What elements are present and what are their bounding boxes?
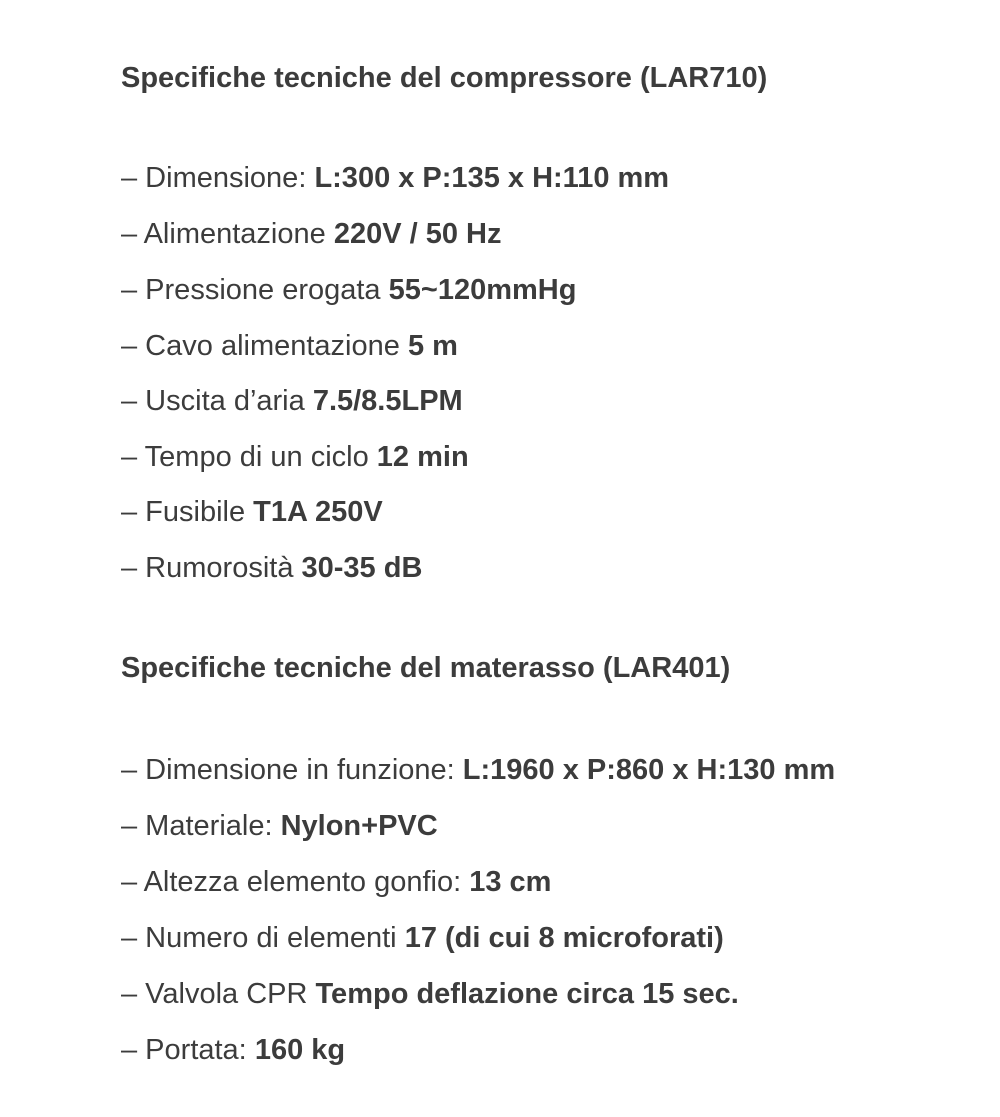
- spec-label: – Altezza elemento gonfio:: [121, 866, 470, 898]
- spec-label: – Portata:: [121, 1034, 255, 1066]
- spec-item: [121, 383, 463, 419]
- spec-item: [121, 328, 458, 364]
- spec-label: – Dimensione in funzione:: [121, 754, 463, 786]
- spec-item: [121, 216, 501, 252]
- spec-item: [121, 272, 576, 308]
- spec-label: – Numero di elementi: [121, 922, 405, 954]
- spec-label: – Dimensione:: [121, 162, 315, 194]
- spec-item: [121, 1032, 345, 1068]
- spec-value: T1A 250V: [253, 496, 383, 528]
- spec-label: – Fusibile: [121, 496, 254, 528]
- spec-value: 220V / 50 Hz: [333, 218, 502, 250]
- section-heading: Specifiche tecniche del materasso (LAR401): [121, 652, 731, 684]
- spec-value: 5 m: [407, 330, 458, 362]
- spec-label: – Uscita d’aria: [121, 385, 313, 417]
- spec-item: [121, 550, 422, 586]
- spec-label: – Pressione erogata: [121, 274, 389, 306]
- spec-item: [121, 864, 551, 900]
- spec-item: [121, 920, 724, 956]
- spec-value: 55~120mmHg: [388, 274, 577, 306]
- spec-value: L:1960 x P:860 x H:130 mm: [462, 754, 836, 786]
- spec-value: L:300 x P:135 x H:110 mm: [314, 162, 670, 194]
- spec-item: [121, 494, 383, 530]
- spec-value: Tempo deflazione circa 15 sec.: [315, 978, 739, 1010]
- spec-label: – Valvola CPR: [121, 978, 316, 1010]
- section-heading: Specifiche tecniche del compressore (LAR710): [121, 62, 768, 94]
- spec-label: – Alimentazione: [121, 218, 334, 250]
- spec-value: 13 cm: [469, 866, 552, 898]
- spec-item: [121, 439, 469, 475]
- spec-label: – Tempo di un ciclo: [121, 441, 377, 473]
- spec-item: [121, 976, 739, 1012]
- spec-item: [121, 752, 835, 788]
- spec-item: [121, 160, 669, 196]
- spec-value: Nylon+PVC: [280, 810, 438, 842]
- spec-value: 30-35 dB: [301, 552, 423, 584]
- spec-value: 160 kg: [254, 1034, 346, 1066]
- spec-label: – Rumorosità: [121, 552, 302, 584]
- spec-label: – Materiale:: [121, 810, 281, 842]
- spec-label: – Cavo alimentazione: [121, 330, 408, 362]
- spec-item: [121, 808, 438, 844]
- spec-value: 17 (di cui 8 microforati): [404, 922, 724, 954]
- spec-value: 7.5/8.5LPM: [312, 385, 463, 417]
- spec-value: 12 min: [376, 441, 469, 473]
